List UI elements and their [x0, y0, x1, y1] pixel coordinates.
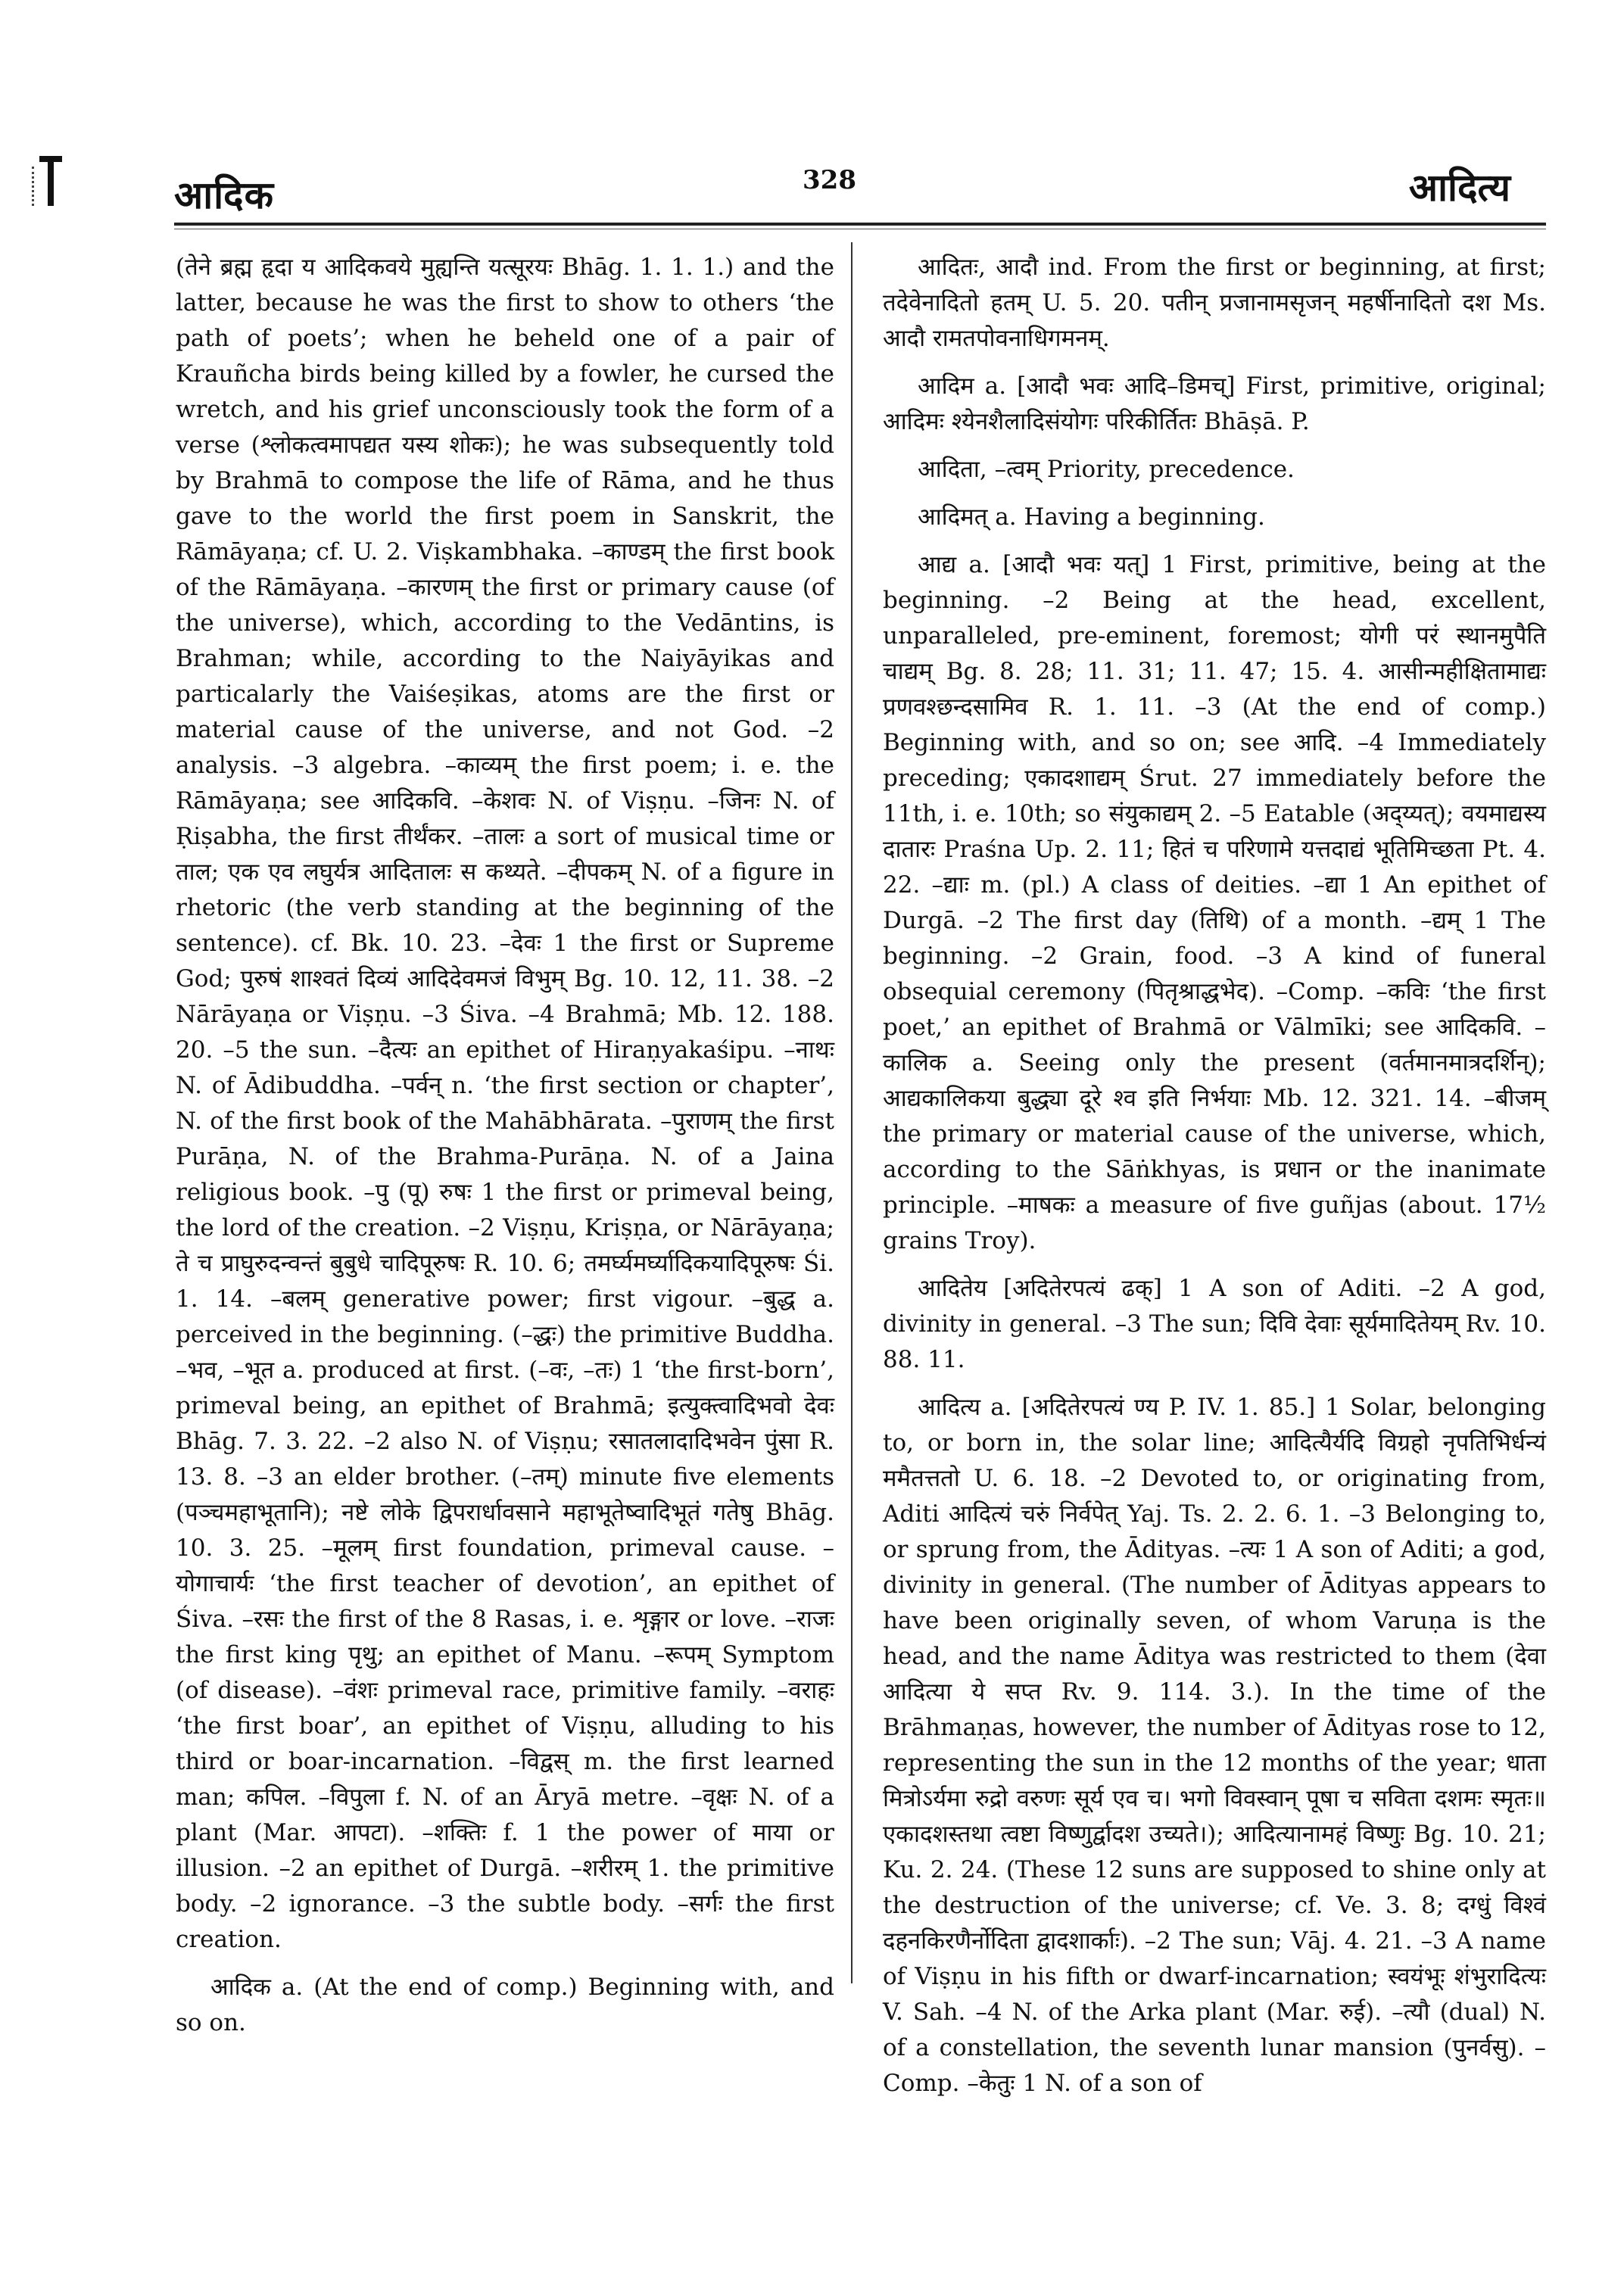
- page-edge-mark-icon: [39, 156, 62, 206]
- dictionary-entry-aditah: आदितः, आदौ ind. From the first or beginning, at first; तदेवेनादितो हतम् U. 5. 20. पतीन् प्रजानामसृजन् महर्षीनादितो दश Ms. आदौ रामतपोवनाधिगमनम्.: [883, 254, 1546, 352]
- dictionary-entry-aditya: आदित्य a. [अदितेरपत्यं ण्य P. IV. 1. 85.] 1 Solar, belonging to, or born in, the solar line; आदित्यैर्यदि विग्रहो नृपतिभिर्धन्यं ममैतत्ततो U. 6. 18. –2 Devoted to, or originating from, Aditi आदित्यं चरुं निर्वपेत् Yaj. Ts. 2. 2. 6. 1. –3 Belonging to, or sprung from, the Ādityas. –त्यः 1 A son of Aditi; a god, divinity in general. (The number of Ādityas appears to have been originally seven, of whom Varuṇa is the head, and the name Āditya was restricted to them (देवा आदित्या ये सप्त Rv. 9. 114. 3.). In the time of the Brāhmaṇas, however, the number of Ādityas rose to 12, representing the sun in the 12 months of the year; धाता मित्रोऽर्यमा रुद्रो वरुणः सूर्य एव च। भगो विवस्वान् पूषा च सविता दशमः स्मृतः॥ एकादशस्तथा त्वष्टा विष्णुर्द्वादश उच्यते।); आदित्यानामहं विष्णुः Bg. 10. 21; Ku. 2. 24. (These 12 suns are supposed to shine only at the destruction of the universe; cf. Ve. 3. 8; दग्धुं विश्वं दहनकिरणैर्नोदिता द्वादशार्काः). –2 The sun; Vāj. 4. 21. –3 A name of Viṣṇu in his fifth or dwarf-incarnation; स्वयंभूः शंभुरादित्यः V. Sah. –4 N. of the Arka plant (Mar. रुई). –त्यौ (dual) N. of a constellation, the seventh lunar mansion (पुनर्वसु). –Comp. –केतुः 1 N. of a son of: [883, 1394, 1546, 2097]
- header-left-guide-word: आदिक: [174, 173, 274, 217]
- dictionary-entry-adima: आदिम a. [आदौ भवः आदि–डिमच्] First, primitive, original; आदिमः श्येनशैलादिसंयोगः परिकीर्तितः Bhāṣā. P.: [883, 372, 1546, 435]
- column-divider: [851, 242, 853, 1983]
- page-number: 328: [803, 165, 856, 195]
- right-column: [883, 250, 1546, 2114]
- page-header: [0, 0, 1624, 227]
- header-rule: [174, 223, 1546, 226]
- dictionary-entry-aditeya: आदितेय [अदितेरपत्यं ढक्] 1 A son of Aditi. –2 A god, divinity in general. –3 The sun; दिवि देवाः सूर्यमादितेयम् Rv. 10. 88. 11.: [883, 1275, 1546, 1373]
- dictionary-entry-continued: (तेने ब्रह्म हृदा य आदिकवये मुह्यन्ति यत्सूरयः Bhāg. 1. 1. 1.) and the latter, because he was the first to show to others ‘the path of poets’; when he beheld one of a pair of Krauñcha birds being killed by a fowler, he cursed the wretch, and his grief unconsciously took the form of a verse (श्लोकत्वमापद्यत यस्य शोकः); he was subsequently told by Brahmā to compose the life of Rāma, and he thus gave to the world the first poem in Sanskrit, the Rāmāyaṇa; cf. U. 2. Viṣkambhaka. –काण्डम् the first book of the Rāmāyaṇa. –कारणम् the first or primary cause (of the universe), which, according to the Vedāntins, is Brahman; while, according to the Naiyāyikas and particalarly the Vaiśeṣikas, atoms are the first or material cause of the universe, and not God. –2 analysis. –3 algebra. –काव्यम् the first poem; i. e. the Rāmāyaṇa; see आदिकवि. –केशवः N. of Viṣṇu. –जिनः N. of Ṛiṣabha, the first तीर्थंकर. –तालः a sort of musical time or ताल; एक एव लघुर्यत्र आदितालः स कथ्यते. –दीपकम् N. of a figure in rhetoric (the verb standing at the beginning of the sentence). cf. Bk. 10. 23. –देवः 1 the first or Supreme God; पुरुषं शाश्वतं दिव्यं आदिदेवमजं विभुम् Bg. 10. 12, 11. 38. –2 Nārāyaṇa or Viṣṇu. –3 Śiva. –4 Brahmā; Mb. 12. 188. 20. –5 the sun. –दैत्यः an epithet of Hiraṇyakaśipu. –नाथः N. of Ādibuddha. –पर्वन् n. ‘the first section or chapter’, N. of the first book of the Mahābhārata. –पुराणम् the first Purāṇa, N. of the Brahma-Purāṇa. N. of a Jaina religious book. –पु (पू) रुषः 1 the first or primeval being, the lord of the creation. –2 Viṣṇu, Kriṣṇa, or Nārāyaṇa; ते च प्राघुरुदन्वन्तं बुबुधे चादिपूरुषः R. 10. 6; तमर्घ्यमर्घ्यादिकयादिपूरुषः Śi. 1. 14. –बलम् generative power; first vigour. –बुद्ध a. perceived in the beginning. (–द्धः) the primitive Buddha. –भव, –भूत a. produced at first. (–वः, –तः) 1 ‘the first-born’, primeval being, an epithet of Brahmā; इत्युक्त्वादिभवो देवः Bhāg. 7. 3. 22. –2 also N. of Viṣṇu; रसातलादादिभवेन पुंसा R. 13. 8. –3 an elder brother. (–तम्) minute five elements (पञ्चमहाभूतानि); नष्टे लोके द्विपरार्धावसाने महाभूतेष्वादिभूतं गतेषु Bhāg. 10. 3. 25. –मूलम् first foundation, primeval cause. –योगाचार्यः ‘the first teacher of devotion’, an epithet of Śiva. –रसः the first of the 8 Rasas, i. e. शृङ्गार or love. –राजः the first king पृथु; an epithet of Manu. –रूपम् Symptom (of disease). –वंशः primeval race, primitive family. –वराहः ‘the first boar’, an epithet of Viṣṇu, alluding to his third or boar-incarnation. –विद्वस् m. the first learned man; कपिल. –विपुला f. N. of an Āryā metre. –वृक्षः N. of a plant (Mar. आपटा). –शक्तिः f. 1 the power of माया or illusion. –2 an epithet of Durgā. –शरीरम् 1. the primitive body. –2 ignorance. –3 the subtle body. –सर्गः the first creation.: [176, 254, 834, 1953]
- left-column: [176, 250, 834, 2053]
- dictionary-entry-adya: आद्य a. [आदौ भवः यत्] 1 First, primitive, being at the beginning. –2 Being at the head, excellent, unparalleled, pre-eminent, foremost; योगी परं स्थानमुपैति चाद्यम् Bg. 8. 28; 11. 31; 11. 47; 15. 4. आसीन्महीक्षितामाद्यः प्रणवश्छन्दसामिव R. 1. 11. –3 (At the end of comp.) Beginning with, and so on; see आदि. –4 Immediately preceding; एकादशाद्यम् Śrut. 27 immediately before the 11th, i. e. 10th; so संयुकाद्यम् 2. –5 Eatable (अद्‌य्यत्); वयमाद्यस्य दातारः Praśna Up. 2. 11; हितं च परिणामे यत्तदाद्यं भूतिमिच्छता Pt. 4. 22. –द्याः m. (pl.) A class of deities. –द्या 1 An epithet of Durgā. –2 The first day (तिथि) of a month. –द्यम् 1 The beginning. –2 Grain, food. –3 A kind of funeral obsequial ceremony (पितृश्राद्धभेद). –Comp. –कविः ‘the first poet,’ an epithet of Brahmā or Vālmīki; see आदिकवि. –कालिक a. Seeing only the present (वर्तमानमात्रदर्शिन्); आद्यकालिकया बुद्ध्या दूरे श्व इति निर्भयाः Mb. 12. 321. 14. –बीजम् the primary or material cause of the universe, which, according to the Sāṅkhyas, is प्रधान or the inanimate principle. –माषकः a measure of five guñjas (about. 17½ grains Troy).: [883, 551, 1546, 1254]
- dictionary-entry-adita: आदिता, –त्वम् Priority, precedence.: [918, 456, 1295, 483]
- dictionary-entry-adimat: आदिमत् a. Having a beginning.: [918, 503, 1265, 531]
- header-right-guide-word: आदित्य: [1408, 165, 1510, 210]
- dictionary-entry-adika: आदिक a. (At the end of comp.) Beginning with, and so on.: [176, 1974, 834, 2036]
